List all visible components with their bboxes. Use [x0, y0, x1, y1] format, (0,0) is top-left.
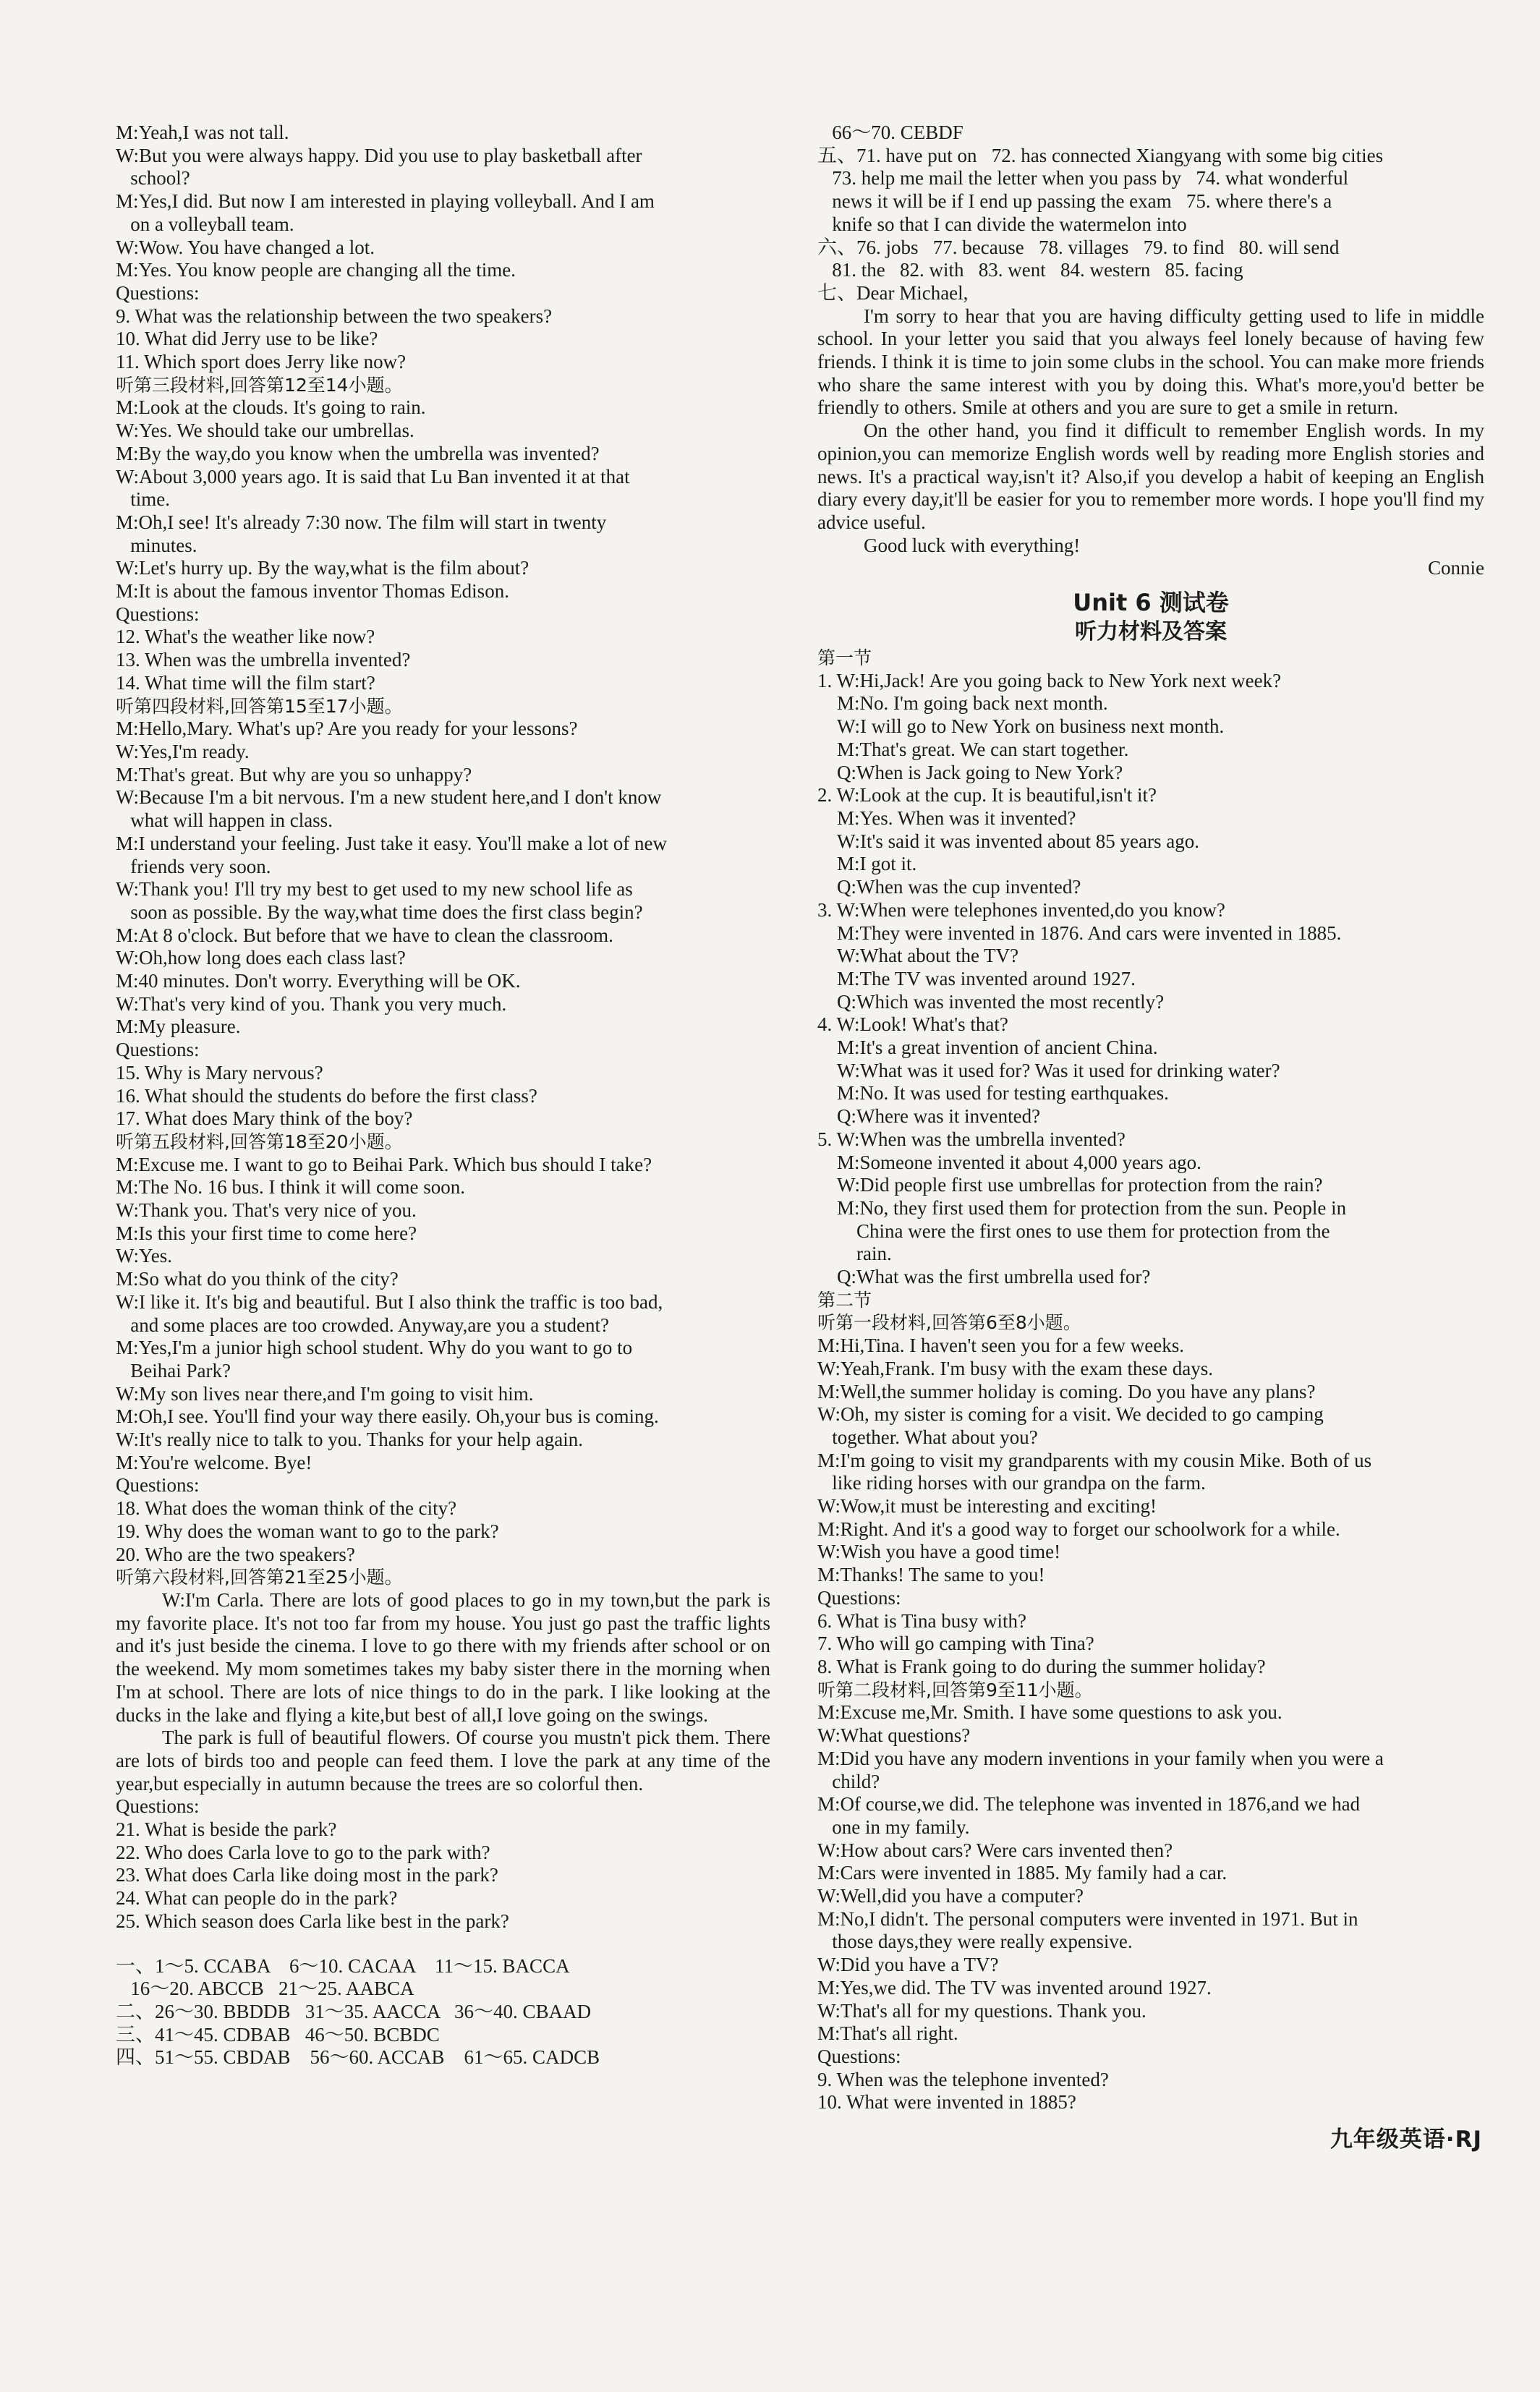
text-line: M:40 minutes. Don't worry. Everything will be OK.	[116, 970, 521, 992]
text-line: 11. Which sport does Jerry like now?	[116, 351, 407, 373]
text-line: M:Oh,I see! It's already 7:30 now. The film will start in twenty	[116, 511, 607, 533]
monologue-paragraph-1: W:I'm Carla. There are lots of good places to go in my town,but the park is my favorite place. It's not too far from my house. You just go past the traffic lights and it's just beside the cinema. I love to go there with my friends after school or on the weekend. My mom sometimes takes my baby sister there in the morning when I'm at school. There are lots of nice things to do in the park. I like looking at the ducks in the lake and flying a kite,but best of all,I love going on the swings.	[116, 1589, 770, 1726]
text-line: M:Yes. You know people are changing all the time.	[116, 259, 516, 281]
text-line: 25. Which season does Carla like best in the park?	[116, 1910, 509, 1932]
text-line: 16. What should the students do before the first class?	[116, 1084, 537, 1107]
text-line: M:Yes. When was it invented?	[817, 806, 1076, 829]
text-line: 21. What is beside the park?	[116, 1818, 337, 1841]
text-line: W:How about cars? Were cars invented then?	[817, 1839, 1173, 1861]
text-line: M:No,I didn't. The personal computers were invented in 1971. But in	[817, 1907, 1358, 1930]
questions-e	[116, 1795, 770, 1933]
text-line: W:Yes,I'm ready.	[116, 740, 250, 762]
text-line: on a volleyball team.	[116, 213, 294, 235]
text-line: Q:Where was it invented?	[817, 1105, 1041, 1128]
unit-subtitle: 听力材料及答案	[1075, 619, 1227, 645]
text-line: W:My son lives near there,and I'm going to visit him.	[116, 1382, 534, 1405]
text-line: M:That's all right.	[817, 2022, 958, 2045]
text-line: M:Yes,I did. But now I am interested in playing volleyball. And I am	[116, 190, 655, 213]
text-line: 24. What can people do in the park?	[116, 1887, 398, 1910]
text-line: 10. What were invented in 1885?	[817, 2091, 1076, 2114]
text-line: M:Hi,Tina. I haven't seen you for a few weeks.	[817, 1335, 1185, 1357]
text-line: W:But you were always happy. Did you use to play basketball after	[116, 144, 642, 166]
text-line: 19. Why does the woman want to go to the park?	[116, 1520, 499, 1542]
text-line: 六、76. jobs 77. because 78. villages 79. to find 80. will send	[817, 236, 1340, 258]
text-line: 7. Who will go camping with Tina?	[817, 1633, 1094, 1655]
text-line: 2. W:Look at the cup. It is beautiful,isn't it?	[817, 784, 1157, 806]
text-line: one in my family.	[817, 1816, 970, 1838]
text-line: W:It's really nice to talk to you. Thanks for your help again.	[116, 1429, 583, 1451]
text-line: 四、51～55. CBDAB 56～60. ACCAB 61～65. CADCB	[116, 2046, 600, 2069]
text-line: 81. the 82. with 83. went 84. western 85. facing	[817, 259, 1243, 281]
text-line: W:I will go to New York on business next month.	[817, 715, 1225, 738]
text-line: Questions:	[116, 1039, 200, 1061]
unit-title: Unit 6 测试卷	[1073, 589, 1229, 617]
text-line: 一、1～5. CCABA 6～10. CACAA 11～15. BACCA	[116, 1954, 570, 1977]
text-line: W:Oh,how long does each class last?	[116, 947, 406, 969]
text-line: W:Yeah,Frank. I'm busy with the exam these days.	[817, 1357, 1214, 1379]
text-line: W:Yes.	[116, 1245, 173, 1267]
text-line: M:Someone invented it about 4,000 years ago.	[817, 1151, 1201, 1173]
text-line: M:My pleasure.	[116, 1016, 241, 1038]
text-line: friends very soon.	[116, 855, 271, 877]
dialogue-d	[116, 1154, 770, 1567]
text-line: M:Right. And it's a good way to forget our schoolwork for a while.	[817, 1518, 1340, 1540]
text-line: Questions:	[817, 2045, 901, 2067]
text-line: W:Did you have a TV?	[817, 1954, 999, 1976]
text-line: 6. What is Tina busy with?	[817, 1609, 1027, 1632]
text-line: M:Yes,we did. The TV was invented around 1927.	[817, 1976, 1212, 1999]
letter-paragraph-2: On the other hand, you find it difficult to remember English words. In my opinion,you can memorize English words well by reading more English stories and news. It's a practical way,isn't it? Also,if you develop a habit of keeping an English diary every day,it'll be easier for you to remember more words. I hope you'll find my advice useful.	[817, 420, 1484, 533]
text-line: 16～20. ABCCB 21～25. AABCA	[116, 1978, 414, 2000]
section3-header: 听第三段材料,回答第12至14小题。	[116, 374, 403, 396]
text-line: M:Yes,I'm a junior high school student. Why do you want to go to	[116, 1337, 633, 1359]
text-line: M:They were invented in 1876. And cars were invented in 1885.	[817, 922, 1342, 944]
text-line: W:Thank you. That's very nice of you.	[116, 1199, 417, 1222]
text-line: Q:What was the first umbrella used for?	[817, 1266, 1151, 1288]
dialogue-b	[116, 396, 770, 694]
text-line: W:I like it. It's big and beautiful. But I also think the traffic is too bad,	[116, 1290, 663, 1313]
text-line: W:Oh, my sister is coming for a visit. We decided to go camping	[817, 1403, 1324, 1426]
part2-section1-header: 听第一段材料,回答第6至8小题。	[817, 1312, 1081, 1334]
text-line: M:Thanks! The same to you!	[817, 1564, 1045, 1586]
dialogue-f	[817, 1335, 1484, 1679]
text-line: M:It's a great invention of ancient China.	[817, 1037, 1158, 1059]
text-line: 4. W:Look! What's that?	[817, 1013, 1008, 1036]
dialogue-c	[116, 718, 770, 1131]
text-line: M:By the way,do you know when the umbrella was invented?	[116, 442, 600, 464]
text-line: Questions:	[116, 1474, 200, 1497]
text-line: 17. What does Mary think of the boy?	[116, 1107, 413, 1130]
text-line: M:That's great. But why are you so unhappy?	[116, 763, 472, 786]
text-line: M:The TV was invented around 1927.	[817, 967, 1136, 989]
text-line: W:Yes. We should take our umbrellas.	[116, 420, 414, 442]
text-line: W:Because I'm a bit nervous. I'm a new student here,and I don't know	[116, 786, 662, 809]
text-line: W:It's said it was invented about 85 years ago.	[817, 830, 1199, 852]
text-line: 13. When was the umbrella invented?	[116, 649, 411, 671]
text-line: W:That's all for my questions. Thank you.	[817, 1999, 1147, 2022]
text-line: M:You're welcome. Bye!	[116, 1451, 312, 1473]
text-line: 12. What's the weather like now?	[116, 626, 375, 648]
dialogue-a	[116, 122, 770, 374]
text-line: M:So what do you think of the city?	[116, 1268, 399, 1290]
text-line: W:Let's hurry up. By the way,what is the film about?	[116, 557, 529, 579]
text-line: knife so that I can divide the watermelon into	[817, 213, 1187, 235]
text-line: W:What about the TV?	[817, 945, 1019, 967]
text-line: 18. What does the woman think of the city?	[116, 1497, 457, 1520]
section4-header: 听第四段材料,回答第15至17小题。	[116, 695, 403, 717]
part1-dialogues	[817, 670, 1484, 1289]
text-line: 9. What was the relationship between the two speakers?	[116, 305, 553, 327]
right-column	[817, 122, 1484, 2114]
part2-label: 第二节	[817, 1289, 872, 1311]
text-line: W:Wish you have a good time!	[817, 1541, 1061, 1563]
monologue-paragraph-2: The park is full of beautiful flowers. Of course you mustn't pick them. There are lots of birds too and people can feed them. I love the park at any time of the year,but especially in autumn because the trees are so colorful then.	[116, 1727, 770, 1795]
text-line: M:At 8 o'clock. But before that we have to clean the classroom.	[116, 924, 613, 946]
letter-closing: Good luck with everything!	[864, 534, 1081, 556]
text-line: M:The No. 16 bus. I think it will come soon.	[116, 1176, 465, 1199]
text-line: W:Thank you! I'll try my best to get used to my new school life as	[116, 878, 633, 901]
text-line: M:Excuse me. I want to go to Beihai Park. Which bus should I take?	[116, 1153, 652, 1175]
text-line: M:I'm going to visit my grandparents with my cousin Mike. Both of us	[817, 1449, 1372, 1471]
text-line: M:Look at the clouds. It's going to rain.	[116, 396, 426, 419]
text-line: Questions:	[116, 281, 200, 304]
text-line: W:About 3,000 years ago. It is said that Lu Ban invented it at that	[116, 465, 630, 488]
section6-header: 听第六段材料,回答第21至25小题。	[116, 1567, 403, 1588]
text-line: W:What questions?	[817, 1724, 971, 1747]
text-line: M:Excuse me,Mr. Smith. I have some questions to ask you.	[817, 1701, 1282, 1724]
text-line: W:Wow. You have changed a lot.	[116, 236, 375, 258]
text-line: 8. What is Frank going to do during the summer holiday?	[817, 1656, 1266, 1677]
text-line: 73. help me mail the letter when you pass by 74. what wonderful	[817, 167, 1349, 190]
text-line: M:Yeah,I was not tall.	[116, 122, 289, 143]
text-line: like riding horses with our grandpa on the farm.	[817, 1472, 1206, 1494]
text-line: 1. W:Hi,Jack! Are you going back to New York next week?	[817, 669, 1282, 691]
text-line: 二、26～30. BBDDB 31～35. AACCA 36～40. CBAAD	[116, 2000, 592, 2022]
text-line: Q:When was the cup invented?	[817, 876, 1081, 898]
answers-top	[817, 122, 1484, 305]
letter-signature: Connie	[1428, 557, 1484, 579]
text-line: M:No. It was used for testing earthquakes.	[817, 1082, 1169, 1105]
spacer	[116, 1933, 770, 1955]
text-line: W:What was it used for? Was it used for drinking water?	[817, 1059, 1280, 1081]
text-line: 15. Why is Mary nervous?	[116, 1061, 323, 1084]
text-line: Q:Which was invented the most recently?	[817, 990, 1165, 1013]
text-line: soon as possible. By the way,what time does the first class begin?	[116, 901, 643, 923]
text-line: M:Is this your first time to come here?	[116, 1222, 417, 1244]
text-line: M:Cars were invented in 1885. My family had a car.	[817, 1862, 1228, 1884]
text-line: W:Did people first use umbrellas for protection from the rain?	[817, 1174, 1323, 1196]
page-footer: 九年级英语·RJ	[1330, 2127, 1482, 2153]
text-line: Questions:	[817, 1586, 901, 1609]
part2-section2-header: 听第二段材料,回答第9至11小题。	[817, 1679, 1093, 1701]
text-line: what will happen in class.	[116, 809, 333, 832]
text-line: M:That's great. We can start together.	[817, 738, 1129, 760]
part1-label: 第一节	[817, 647, 872, 669]
text-line: M:No. I'm going back next month.	[817, 692, 1108, 715]
text-line: W:Wow,it must be interesting and exciting!	[817, 1495, 1157, 1518]
text-line: M:I understand your feeling. Just take it easy. You'll make a lot of new	[116, 832, 667, 854]
text-line: M:Well,the summer holiday is coming. Do you have any plans?	[817, 1380, 1316, 1403]
text-line: 10. What did Jerry use to be like?	[116, 328, 378, 350]
text-line: time.	[116, 488, 170, 511]
left-column	[116, 122, 770, 2069]
text-line: M:It is about the famous inventor Thomas Edison.	[116, 580, 509, 603]
text-line: 5. W:When was the umbrella invented?	[817, 1128, 1126, 1150]
text-line: Questions:	[116, 603, 200, 625]
text-line: and some places are too crowded. Anyway,are you a student?	[116, 1314, 610, 1336]
text-line: M:I got it.	[817, 853, 917, 875]
text-line: M:No, they first used them for protection from the sun. People in	[817, 1196, 1347, 1219]
text-line: W:Well,did you have a computer?	[817, 1885, 1084, 1907]
text-line: child?	[817, 1770, 880, 1792]
text-line: M:Hello,Mary. What's up? Are you ready for your lessons?	[116, 718, 578, 740]
text-line: rain.	[817, 1243, 892, 1265]
text-line: W:That's very kind of you. Thank you very much.	[116, 992, 507, 1015]
text-line: school?	[116, 167, 190, 190]
dialogue-g	[817, 1701, 1484, 2114]
text-line: China were the first ones to use them for protection from the	[817, 1220, 1330, 1242]
text-line: together. What about you?	[817, 1426, 1038, 1448]
text-line: 七、Dear Michael,	[817, 281, 969, 304]
text-line: 五、71. have put on 72. has connected Xiangyang with some big cities	[817, 144, 1384, 166]
text-line: M:Did you have any modern inventions in your family when you were a	[817, 1747, 1384, 1769]
text-line: 三、41～45. CDBAB 46～50. BCBDC	[116, 2023, 440, 2046]
text-line: Beihai Park?	[116, 1359, 231, 1382]
text-line: those days,they were really expensive.	[817, 1931, 1133, 1953]
text-line: Questions:	[116, 1795, 200, 1818]
text-line: 3. W:When were telephones invented,do you know?	[817, 898, 1225, 921]
text-line: 23. What does Carla like doing most in the park?	[116, 1864, 498, 1886]
text-line: news it will be if I end up passing the exam 75. where there's a	[817, 190, 1332, 213]
text-line: 66～70. CEBDF	[817, 122, 963, 143]
letter-paragraph-1: I'm sorry to hear that you are having difficulty getting used to life in middle school. In your letter you said that you always feel lonely because of having few friends. I think it is time to join some clubs in the school. You can make more friends who share the same interest with you by doing this. What's more,you'd better be friendly to others. Smile at others and you are sure to get a smile in return.	[817, 305, 1484, 419]
text-line: 9. When was the telephone invented?	[817, 2068, 1109, 2090]
answer-key	[116, 1955, 770, 2070]
text-line: M:Oh,I see. You'll find your way there easily. Oh,your bus is coming.	[116, 1405, 659, 1428]
section5-header: 听第五段材料,回答第18至20小题。	[116, 1131, 403, 1152]
text-line: 14. What time will the film start?	[116, 671, 375, 694]
text-line: 22. Who does Carla love to go to the park with?	[116, 1841, 490, 1863]
text-line: M:Of course,we did. The telephone was invented in 1876,and we had	[817, 1793, 1361, 1816]
text-line: Q:When is Jack going to New York?	[817, 761, 1123, 783]
text-line: 20. Who are the two speakers?	[116, 1543, 355, 1565]
text-line: minutes.	[116, 534, 197, 556]
